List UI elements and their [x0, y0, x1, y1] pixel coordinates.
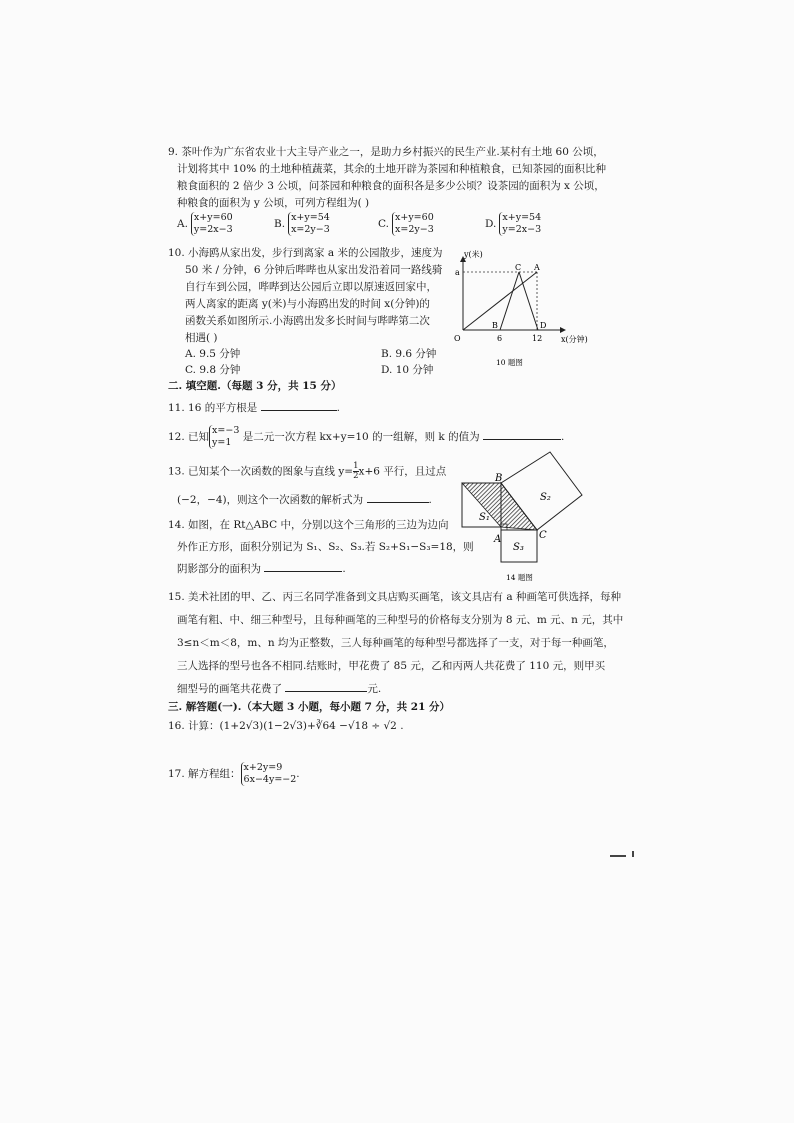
q13-pre: 13. 已知某个一次函数的图象与直线 y= — [168, 465, 354, 478]
scan-mark — [632, 851, 634, 857]
bike-line-out — [500, 272, 519, 330]
equation: x+y=60 — [193, 212, 233, 223]
option-letter: B. — [274, 217, 286, 230]
equation: y=2x−3 — [502, 224, 542, 235]
q9-option-c — [378, 212, 434, 236]
q9-option-b — [274, 212, 330, 236]
q10-option-d: D. 10 分钟 — [381, 364, 434, 376]
fraction-numerator: 1 — [353, 461, 359, 471]
q15-line5 — [177, 681, 381, 698]
q11 — [168, 400, 340, 417]
tick-6: 6 — [497, 334, 503, 343]
q17-end: . — [296, 768, 300, 780]
q14-end: . — [342, 563, 346, 575]
q16: 16. 计算：(1+2√3)(1−2√3)+∛64 −√18 ÷ √2 . — [168, 720, 404, 732]
q10-line6: 相遇( ) — [185, 332, 218, 344]
equation: y=1 — [212, 437, 232, 448]
point-c-label: C — [539, 530, 547, 541]
answer-blank[interactable] — [261, 410, 337, 411]
y-axis-label: y(米) — [464, 250, 483, 259]
answer-blank[interactable] — [285, 691, 367, 692]
q15-line3: 3≤n＜m＜8，m、n 均为正整数，三人每种画笔的每种型号都选择了一支，对于每一种画笔， — [177, 637, 614, 649]
q15-line4: 三人选择的型号也各不相同.结账时，甲花费了 85 元，乙和丙两人共花费了 110 元，则甲买 — [177, 660, 606, 672]
q12-pre: 12. 已知 — [168, 431, 210, 443]
walker-line — [463, 272, 537, 330]
q15-line5-text: 细型号的画笔共花费了 — [177, 683, 282, 695]
s3-label: S₃ — [513, 542, 524, 553]
q17 — [168, 762, 300, 786]
s2-label: S₂ — [540, 492, 551, 503]
q10-line1: 10. 小海鸥从家出发，步行到离家 a 米的公园散步，速度为 — [168, 247, 443, 259]
q10-option-b: B. 9.6 分钟 — [381, 348, 437, 360]
point-d-label: D — [540, 321, 547, 330]
point-b-label: B — [492, 321, 498, 330]
equation: x=−3 — [212, 425, 240, 436]
q12 — [168, 425, 564, 449]
q10-option-a: A. 9.5 分钟 — [185, 348, 241, 360]
q11-text: 11. 16 的平方根是 — [168, 402, 258, 414]
point-a-label: A — [534, 263, 540, 272]
scan-mark — [610, 855, 626, 857]
q14-line3 — [177, 561, 346, 578]
answer-blank[interactable] — [483, 439, 561, 440]
q13-line2-text: (−2，−4)，则这个一次函数的解析式为 — [177, 494, 364, 506]
q15-line1: 15. 美术社团的甲、乙、丙三名同学准备到文具店购买画笔，该文具店有 a 种画笔可供选择，每种 — [168, 591, 621, 603]
section-2-heading: 二. 填空题.（每题 3 分，共 15 分） — [168, 380, 342, 392]
q14-line2: 外作正方形，面积分别记为 S₁、S₂、S₃.若 S₂+S₁−S₃=18，则 — [177, 541, 474, 553]
option-letter: A. — [177, 217, 188, 230]
equation: 6x−4y=−2 — [243, 774, 297, 785]
figure-caption: 14 题图 — [506, 573, 533, 582]
origin-label: O — [454, 334, 461, 343]
q14-line1: 14. 如图，在 Rt△ABC 中，分别以这个三角形的三边为边向 — [168, 519, 449, 531]
section-3-heading: 三. 解答题(一).（本大题 3 小题，每小题 7 分，共 21 分） — [168, 701, 451, 713]
q13-line1 — [168, 462, 446, 481]
shaded-region — [462, 483, 537, 530]
x-axis-label: x(分钟) — [561, 335, 588, 344]
q13-end: . — [428, 494, 432, 506]
fraction-denominator: 2 — [353, 471, 359, 481]
q9-option-d — [485, 212, 541, 236]
q10-graph — [445, 245, 605, 375]
answer-blank[interactable] — [367, 502, 429, 503]
q10-line3: 自行车到公园，哔哔到达公园后立即以原速返回家中， — [185, 281, 437, 293]
q15-end: 元. — [367, 683, 382, 695]
point-a-label: A — [494, 534, 502, 545]
q17-pre: 17. 解方程组： — [168, 768, 241, 780]
q9-line4: 种粮食的面积为 y 公顷，可列方程组为( ) — [177, 197, 370, 209]
figure-caption: 10 题图 — [496, 358, 523, 367]
s1-label: S₁ — [479, 512, 490, 523]
equation: y=2x−3 — [193, 224, 233, 235]
equation: x=2y−3 — [291, 224, 330, 235]
tick-12: 12 — [532, 334, 543, 343]
q11-end: . — [336, 402, 340, 414]
option-letter: D. — [485, 217, 497, 230]
q10-line5: 函数关系如图所示.小海鸥出发多长时间与哔哔第二次 — [185, 315, 430, 327]
q9-line3: 粮食面积的 2 倍少 3 公顷，问茶园和种粮食的面积各是多少公顷？设茶园的面积为 x 公顷， — [177, 180, 605, 192]
equation: x+2y=9 — [243, 762, 283, 773]
q14-line3-text: 阴影部分的面积为 — [177, 563, 261, 575]
a-label: a — [455, 268, 460, 277]
q15-line2: 画笔有粗、中、细三种型号，且每种画笔的三种型号的价格每支分别为 8 元、m 元、n 元，其中 — [177, 614, 624, 626]
bike-line-back — [519, 272, 538, 330]
q9-line1: 9. 茶叶作为广东省农业十大主导产业之一，是助力乡村振兴的民生产业.某村有土地 60 公顷， — [168, 146, 604, 158]
point-b-label: B — [495, 473, 503, 484]
q10-line2: 50 米 / 分钟，6 分钟后哔哔也从家出发沿着同一路线骑 — [185, 264, 443, 276]
equation: x=2y−3 — [395, 224, 434, 235]
equation: x+y=54 — [502, 212, 542, 223]
q13-post: x+6 平行，且过点 — [358, 465, 447, 478]
answer-blank[interactable] — [264, 571, 342, 572]
q10-line4: 两人离家的距离 y(米)与小海鸥出发的时间 x(分钟)的 — [185, 298, 430, 310]
equation: x+y=54 — [291, 212, 330, 223]
q9-option-a — [177, 212, 233, 236]
equation: x+y=60 — [395, 212, 434, 223]
q9-line2: 计划将其中 10% 的土地种植蔬菜，其余的土地开辟为茶园和种植粮食，已知茶园的面积比种 — [177, 163, 607, 175]
q13-line2 — [177, 492, 432, 509]
q10-option-c: C. 9.8 分钟 — [185, 364, 241, 376]
q12-post: 是二元一次方程 kx+y=10 的一组解，则 k 的值为 — [242, 431, 480, 443]
q12-end: . — [560, 431, 565, 443]
q14-figure — [455, 450, 605, 585]
point-c-label: C — [515, 263, 522, 272]
option-letter: C. — [378, 217, 389, 230]
